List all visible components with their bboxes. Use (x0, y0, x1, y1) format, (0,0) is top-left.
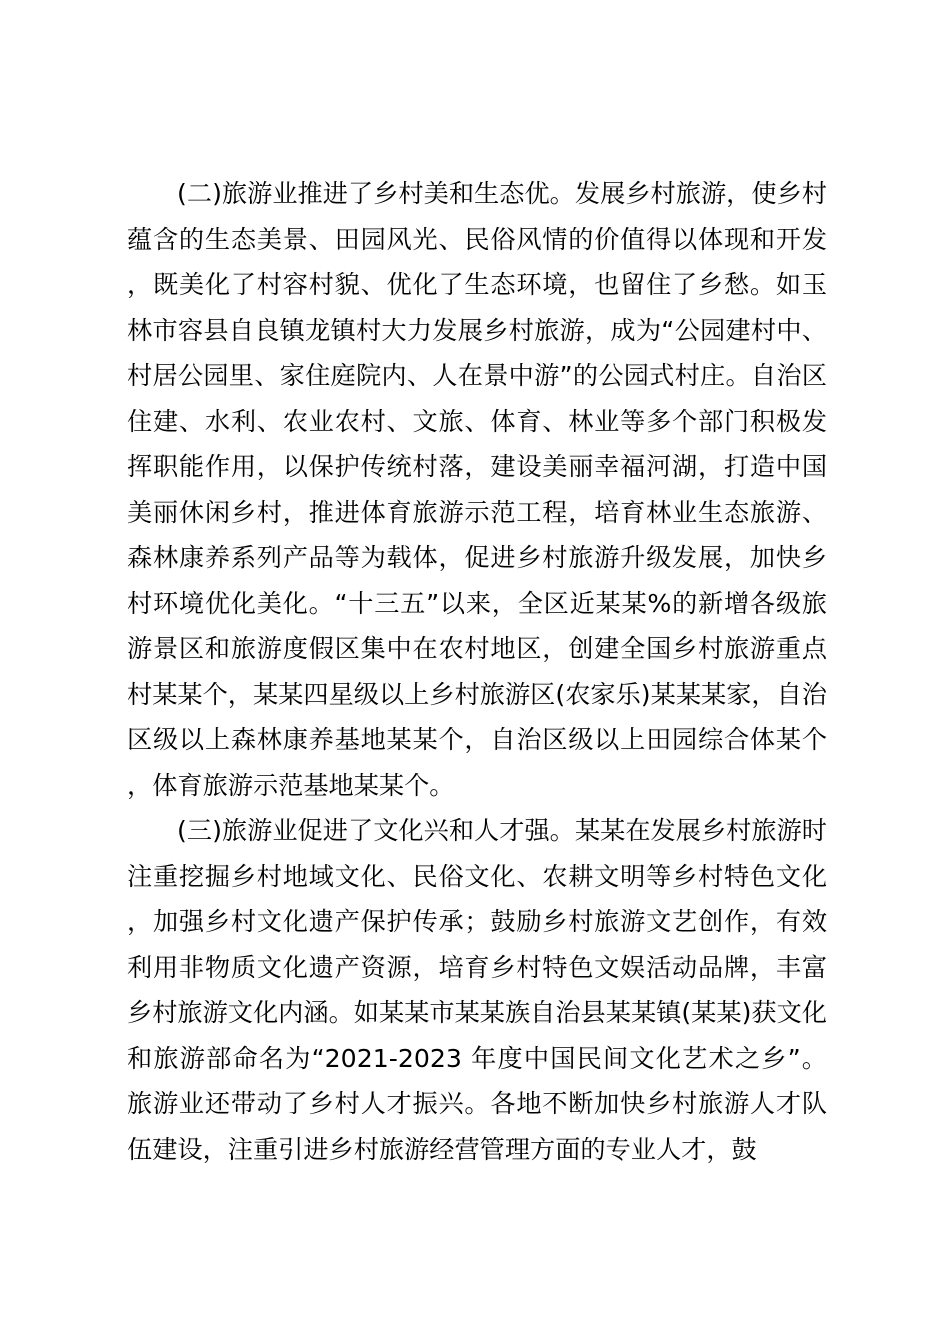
paragraph-tourism-culture-talent: (三)旅游业促进了文化兴和人才强。某某在发展乡村旅游时注重挖掘乡村地域文化、民俗文化、农耕文明等乡村特色文化，加强乡村文化遗产保护传承；鼓励乡村旅游文艺创作，有效利用非物质文化遗产资源，培育乡村特色文娱活动品牌，丰富乡村旅游文化内涵。如某某市某某族自治县某某镇(某某)获文化和旅游部命名为“2021-2023 年度中国民间文化艺术之乡”。旅游业还带动了乡村人才振兴。各地不断加快乡村旅游人才队伍建设，注重引进乡村旅游经营管理方面的专业人才，鼓 (127, 816, 827, 1164)
paragraph-tourism-rural-ecology: (二)旅游业推进了乡村美和生态优。发展乡村旅游，使乡村蕴含的生态美景、田园风光、民俗风情的价值得以体现和开发，既美化了村容村貌、优化了生态环境，也留住了乡愁。如玉林市容县自良镇龙镇村大力发展乡村旅游，成为“公园建村中、村居公园里、家住庭院内、人在景中游”的公园式村庄。自治区住建、水利、农业农村、文旅、体育、林业等多个部门积极发挥职能作用，以保护传统村落，建设美丽幸福河湖，打造中国美丽休闲乡村，推进体育旅游示范工程，培育林业生态旅游、森林康养系列产品等为载体，促进乡村旅游升级发展，加快乡村环境优化美化。“十三五”以来，全区近某某%的新增各级旅游景区和旅游度假区集中在农村地区，创建全国乡村旅游重点村某某个，某某四星级以上乡村旅游区(农家乐)某某某家，自治区级以上森林康养基地某某个，自治区级以上田园综合体某个，体育旅游示范基地某某个。 (127, 179, 827, 800)
body-text (127, 171, 827, 1172)
